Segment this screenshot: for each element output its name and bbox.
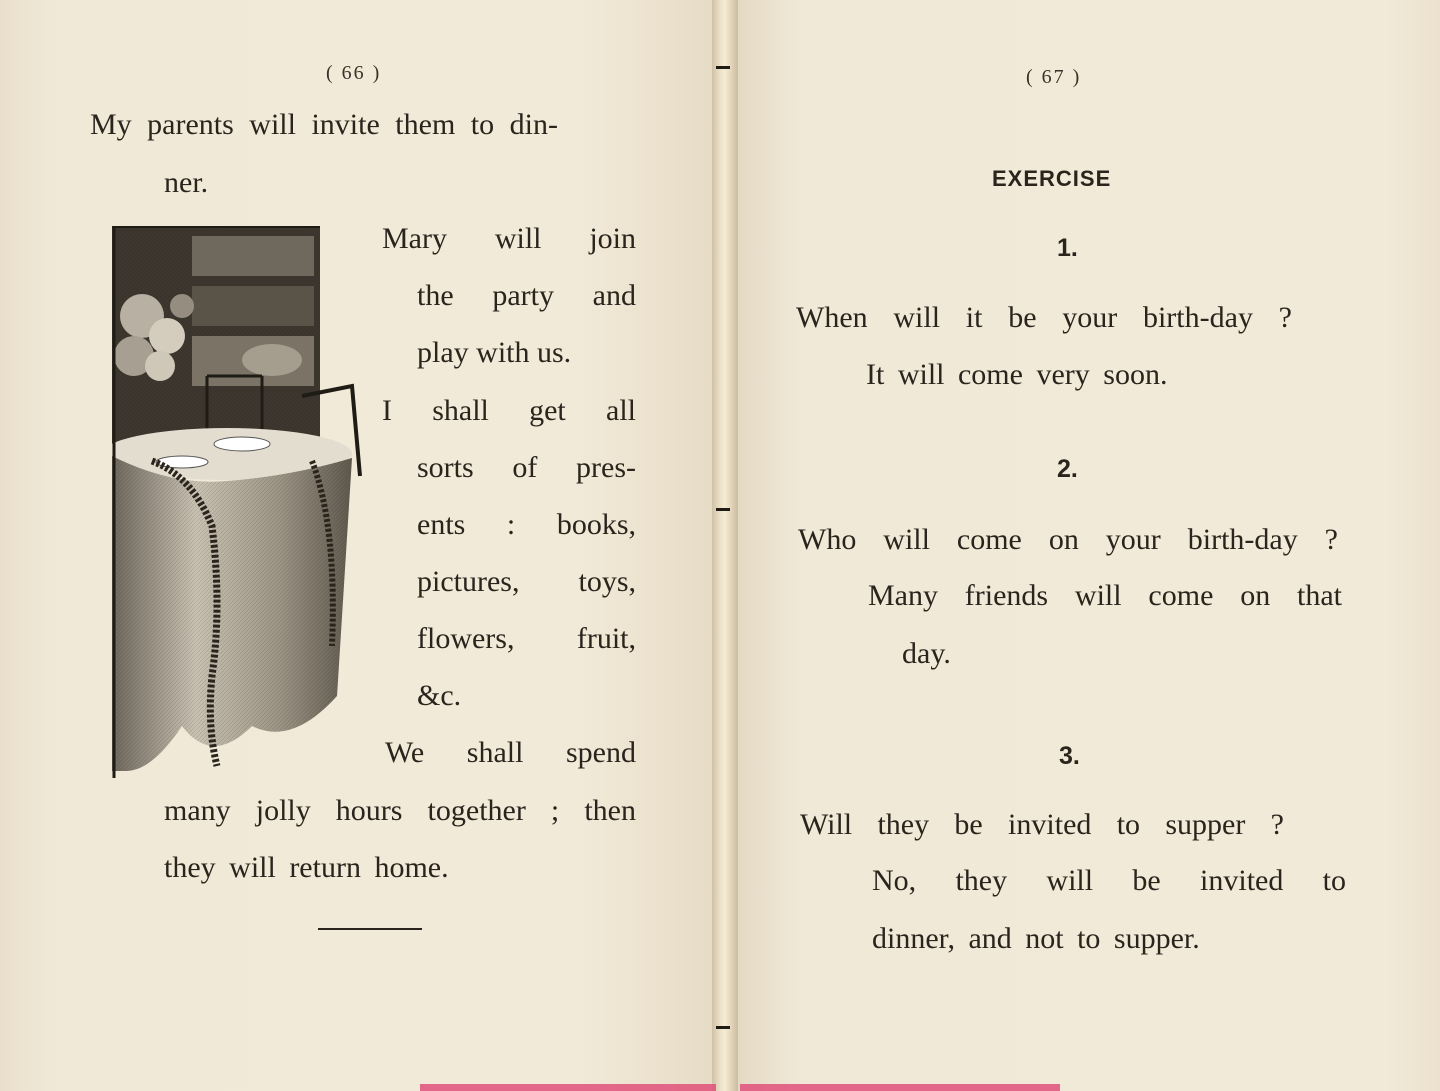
- exercise-answer: day.: [902, 637, 951, 670]
- section-divider: [318, 928, 422, 930]
- text-line: sorts of pres-: [417, 451, 636, 484]
- text-line: pictures, toys,: [417, 565, 636, 598]
- text-line: many jolly hours together ; then: [164, 794, 636, 827]
- exercise-answer: It will come very soon.: [866, 358, 1168, 391]
- text-line: play with us.: [417, 336, 572, 369]
- text-line: flowers, fruit,: [417, 622, 636, 655]
- exercise-question: Will they be invited to supper ?: [800, 808, 1284, 841]
- text-line: My parents will invite them to din-: [90, 108, 558, 141]
- page-number-right: ( 67 ): [1026, 66, 1082, 88]
- dinner-table-illustration: [112, 226, 362, 778]
- text-line: ner.: [164, 166, 209, 199]
- text-line: they will return home.: [164, 851, 449, 884]
- binding-stitch: [716, 66, 730, 69]
- exercise-question: When will it be your birth-day ?: [796, 301, 1292, 334]
- exercise-number: 3.: [1059, 742, 1080, 770]
- page-number-left: ( 66 ): [326, 62, 382, 84]
- text-line: ents : books,: [417, 508, 636, 541]
- book-gutter: [712, 0, 738, 1091]
- page-edge-stain: [420, 1084, 716, 1091]
- exercise-answer: No, they will be invited to: [872, 864, 1346, 897]
- exercise-number: 2.: [1057, 455, 1078, 483]
- exercise-number: 1.: [1057, 234, 1078, 262]
- exercise-answer: dinner, and not to supper.: [872, 922, 1200, 955]
- text-line: I shall get all: [382, 394, 636, 427]
- binding-stitch: [716, 508, 730, 511]
- text-line: &c.: [417, 679, 462, 712]
- exercise-question: Who will come on your birth-day ?: [798, 523, 1338, 556]
- exercise-title: EXERCISE: [992, 166, 1112, 191]
- exercise-answer: Many friends will come on that: [868, 579, 1342, 612]
- text-line: We shall spend: [385, 736, 636, 769]
- text-line: the party and: [417, 279, 636, 312]
- text-line: Mary will join: [382, 222, 636, 255]
- page-edge-stain: [740, 1084, 1060, 1091]
- binding-stitch: [716, 1026, 730, 1029]
